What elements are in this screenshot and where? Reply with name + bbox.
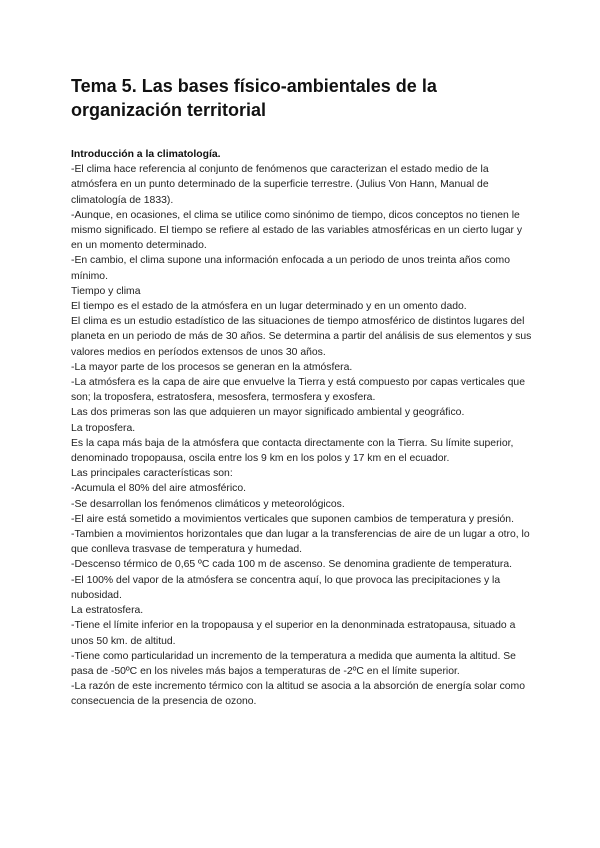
paragraph: El tiempo es el estado de la atmósfera en un lugar determinado y en un omento dado.: [71, 301, 467, 313]
subheading: La troposfera.: [71, 422, 136, 434]
list-item: -La razón de este incremento térmico con la altitud se asocia a la absorción de energía solar como consecuencia de la presencia de ozono.: [71, 681, 525, 708]
paragraph: -Aunque, en ocasiones, el clima se utilice como sinónimo de tiempo, dicos conceptos no tienen le mismo significado. El tiempo se refiere al estado de las variables atmosféricas en un cierto lugar y en un momento determinado.: [71, 209, 523, 252]
paragraph: El clima es un estudio estadístico de las situaciones de tiempo atmosférico de distintos lugares del planeta en un periodo de más de 30 años. Se determina a partir del análisis de sus elementos y sus valores medios en períodos extensos de unos 30 años.: [71, 316, 532, 358]
paragraph: Las dos primeras son las que adquieren un mayor significado ambiental y geográfico.: [71, 407, 465, 419]
list-item: -Descenso térmico de 0,65 ºC cada 100 m de ascenso. Se denomina gradiente de temperatura.: [71, 559, 513, 571]
paragraph: Las principales características son:: [71, 468, 233, 480]
subheading: Tiempo y clima: [71, 285, 141, 297]
list-item: -El aire está sometido a movimientos verticales que suponen cambios de temperatura y presión.: [71, 513, 514, 525]
subheading: La estratosfera.: [71, 605, 144, 617]
section-heading: Introducción a la climatología.: [71, 149, 221, 160]
paragraph: -El clima hace referencia al conjunto de fenómenos que caracterizan el estado medio de la atmósfera en un punto determinado de la superficie terrestre. (Julius Von Hann, Manual de climatología de 1833).: [71, 164, 489, 206]
document-title: Tema 5. Las bases físico-ambientales de la organización territorial: [71, 76, 437, 120]
list-item: -Tiene el límite inferior en la tropopausa y el superior en la denonminada estratopausa, situado a unos 50 km. de altitud.: [71, 620, 516, 647]
list-item: -Se desarrollan los fenómenos climáticos y meteorológicos.: [71, 498, 345, 510]
list-item: -Acumula el 80% del aire atmosférico.: [71, 483, 246, 495]
list-item: -El 100% del vapor de la atmósfera se concentra aquí, lo que provoca las precipitaciones y la nubosidad.: [71, 574, 501, 601]
paragraph: -La atmósfera es la capa de aire que envuelve la Tierra y está compuesto por capas verticales que son; la troposfera, estratosfera, mesosfera, termosfera y exosfera.: [71, 377, 525, 404]
document-body: [71, 147, 533, 710]
paragraph: -La mayor parte de los procesos se generan en la atmósfera.: [71, 361, 353, 373]
paragraph: -En cambio, el clima supone una información enfocada a un periodo de unos treinta años como mínimo.: [71, 255, 510, 282]
list-item: -Tiene como particularidad un incremento de la temperatura a medida que aumenta la altitud. Se pasa de -50ºC en los niveles más bajos a temperaturas de -2ºC en el límite superior.: [71, 650, 516, 677]
paragraph: Es la capa más baja de la atmósfera que contacta directamente con la Tierra. Su límite superior, denominado tropopausa, oscila entre los 9 km en los polos y 17 km en el ecuador.: [71, 437, 514, 465]
list-item: -Tambien a movimientos horizontales que dan lugar a la transferencias de aire de un lugar a otro, lo que conlleva trasvase de temperatura y humedad.: [71, 529, 530, 556]
